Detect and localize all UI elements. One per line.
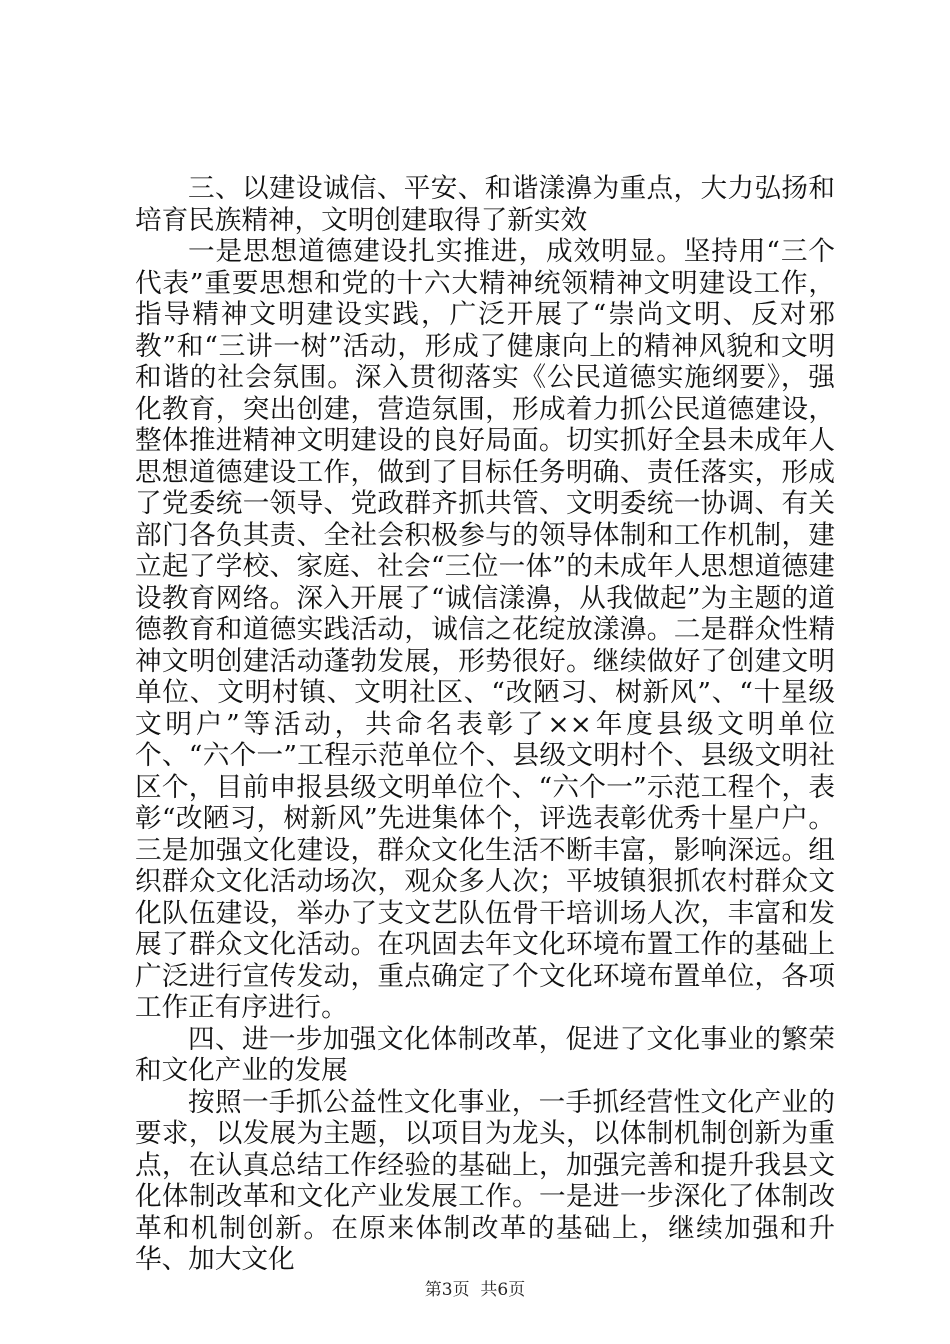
section-heading-three: 三、以建设诚信、平安、和谐漾濞为重点，大力弘扬和培育民族精神，文明创建取得了新实效 [135, 173, 835, 236]
document-body [135, 173, 835, 1276]
page-footer [0, 1279, 950, 1301]
body-paragraph: 一是思想道德建设扎实推进，成效明显。坚持用“三个代表”重要思想和党的十六大精神统领精神文明建设工作，指导精神文明建设实践，广泛开展了“崇尚文明、反对邪教”和“三讲一树”活动，形成了健康向上的精神风貌和文明和谐的社会氛围。深入贯彻落实《公民道德实施纲要》，强化教育，突出创建，营造氛围，形成着力抓公民道德建设，整体推进精神文明建设的良好局面。切实抓好全县未成年人思想道德建设工作，做到了目标任务明确、责任落实，形成了党委统一领导、党政群齐抓共管、文明委统一协调、有关部门各负其责、全社会积极参与的领导体制和工作机制，建立起了学校、家庭、社会“三位一体”的未成年人思想道德建设教育网络。深入开展了“诚信漾濞，从我做起”为主题的道德教育和道德实践活动，诚信之花绽放漾濞。二是群众性精神文明创建活动蓬勃发展，形势很好。继续做好了创建文明单位、文明村镇、文明社区、“改陋习、树新风”、“十星级文明户”等活动，共命名表彰了××年度县级文明单位个、“六个一”工程示范单位个、县级文明村个、县级文明社区个，目前申报县级文明单位个、“六个一”示范工程个，表彰“改陋习，树新风”先进集体个，评选表彰优秀十星户户。三是加强文化建设，群众文化生活不断丰富，影响深远。组织群众文化活动场次，观众多人次；平坡镇狠抓农村群众文化队伍建设，举办了支文艺队伍骨干培训场人次，丰富和发展了群众文化活动。在巩固去年文化环境布置工作的基础上广泛进行宣传发动，重点确定了个文化环境布置单位，各项工作正有序进行。 [135, 236, 835, 1023]
body-paragraph: 按照一手抓公益性文化事业，一手抓经营性文化产业的要求，以发展为主题，以项目为龙头，以体制机制创新为重点，在认真总结工作经验的基础上，加强完善和提升我县文化体制改革和文化产业发展工作。一是进一步深化了体制改革和机制创新。在原来体制改革的基础上，继续加强和升华、加大文化 [135, 1086, 835, 1275]
page-number-label: 第3页 共6页 [424, 1280, 526, 1300]
section-heading-four: 四、进一步加强文化体制改革，促进了文化事业的繁荣和文化产业的发展 [135, 1023, 835, 1086]
